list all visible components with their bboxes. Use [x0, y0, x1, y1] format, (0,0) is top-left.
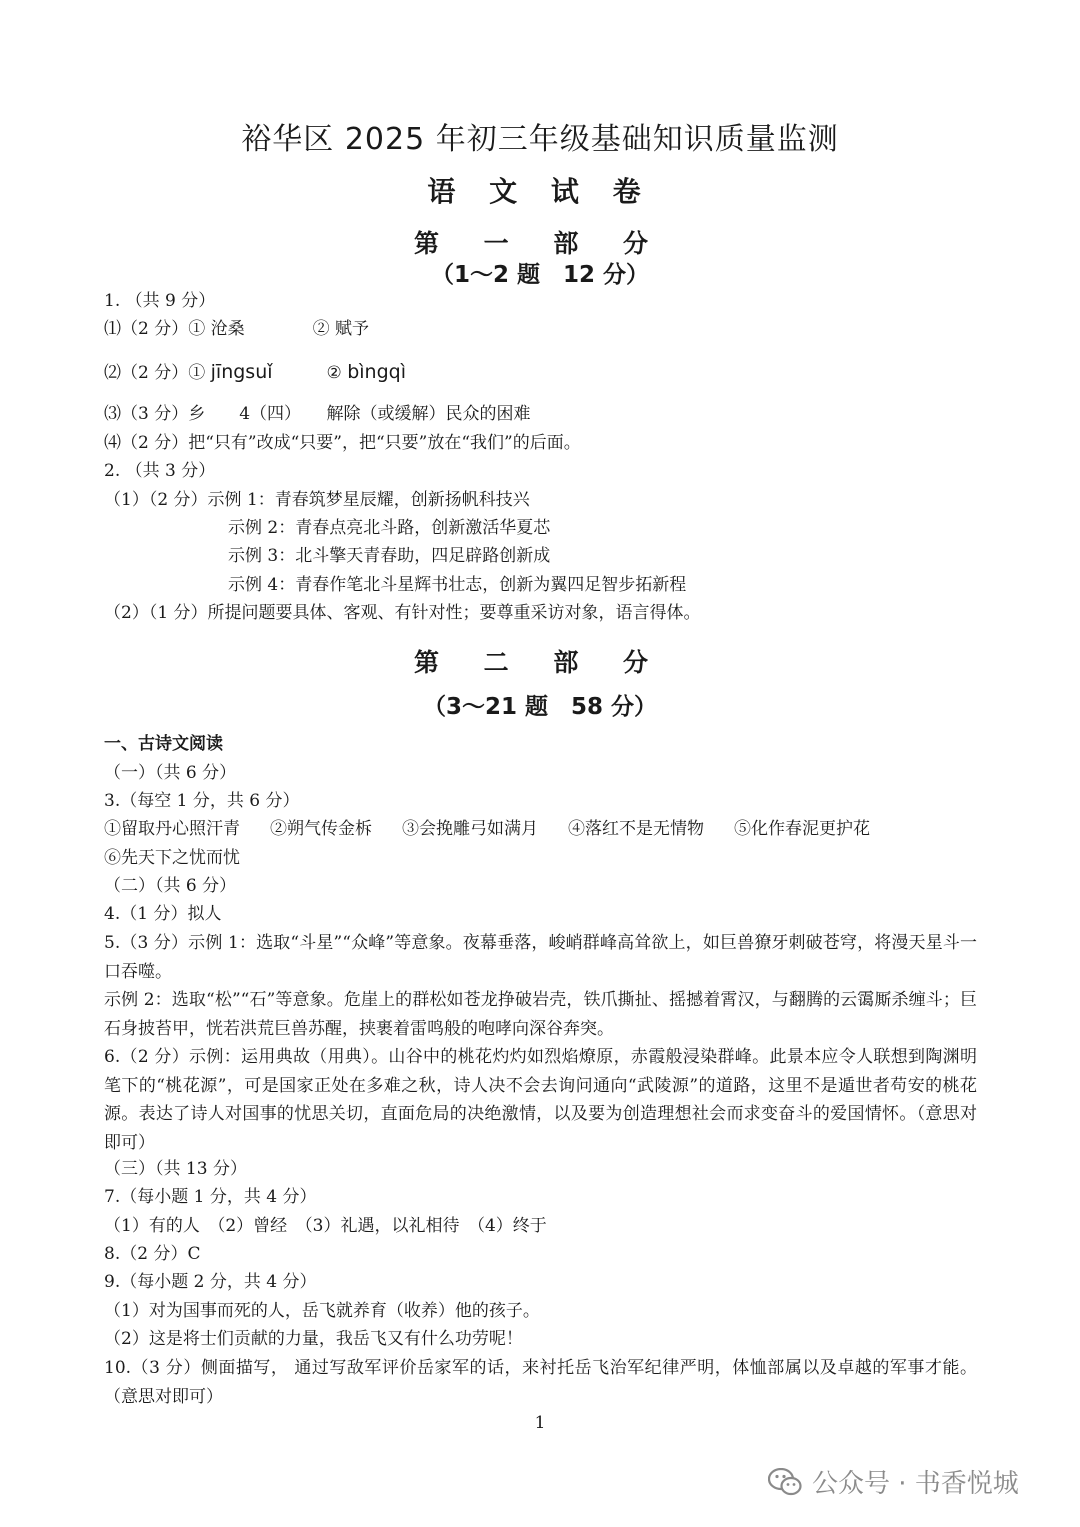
wechat-icon [768, 1468, 802, 1496]
q1-heading: 1. （共 9 分） [104, 291, 216, 311]
part2-heading: 第 二 部 分 [413, 648, 667, 677]
section1-title: 一、古诗文阅读 [104, 734, 223, 754]
q9-heading: 9.（每小题 2 分，共 4 分） [104, 1272, 317, 1292]
q2-1-example1: （1）（2 分）示例 1：青春筑梦星辰耀，创新扬帆科技兴 [104, 490, 530, 510]
q5-example2: 示例 2：选取“松”“石”等意象。危崖上的群松如苍龙挣破岩壳，铁爪撕扯、摇撼着霄汉，与翻腾的云霭厮杀缠斗；巨石身披苔甲，恍若洪荒巨兽苏醒，挟裹着雷鸣般的咆哮向深谷奔突。 [104, 990, 977, 1039]
q1-2-b: bìngqì [347, 361, 406, 383]
q1-1-answer [104, 317, 369, 341]
q9-1-answer: （1）对为国事而死的人，岳飞就养育（收养）他的孩子。 [104, 1301, 540, 1321]
q2-1-example4: 示例 4：青春作笔北斗星辉书壮志，创新为翼四足智步拓新程 [228, 575, 687, 595]
part1-heading: 第 一 部 分 [413, 229, 667, 258]
subsection1: （一）（共 6 分） [104, 763, 237, 783]
q3-answer3: ③会挽雕弓如满月 [402, 819, 538, 839]
watermark-text: 公众号 · 书香悦城 [812, 1469, 1019, 1499]
q7-heading: 7.（每小题 1 分，共 4 分） [104, 1187, 317, 1207]
part1-range: （1～2 题 12 分） [430, 262, 650, 288]
q1-3-answer: ⑶（3 分）乡 4（四） 解除（或缓解）民众的困难 [104, 404, 531, 424]
q2-1-example2: 示例 2：青春点亮北斗路，创新激活华夏芯 [228, 518, 551, 538]
q3-heading: 3.（每空 1 分，共 6 分） [104, 791, 300, 811]
q3-answer5: ⑤化作春泥更护花 [734, 819, 870, 839]
q2-1-example3: 示例 3：北斗擎天青春助，四足辟路创新成 [228, 546, 551, 566]
q4-answer: 4.（1 分）拟人 [104, 904, 222, 924]
q8-answer: 8.（2 分）C [104, 1244, 201, 1264]
q10-answer: 10.（3 分）侧面描写， 通过写敌军评价岳家军的话，来衬托岳飞治军纪律严明，体恤部属以及卓越的军事才能。（意思对即可） [104, 1358, 977, 1407]
page-number: 1 [534, 1413, 546, 1433]
q1-2-answer [104, 360, 406, 385]
subsection3: （三）（共 13 分） [104, 1159, 247, 1179]
part2-range: （3～21 题 58 分） [422, 694, 658, 720]
q3-answer4: ④落红不是无情物 [568, 819, 704, 839]
q1-1-b: ② 赋予 [312, 319, 370, 339]
q3-answers-row [104, 817, 870, 841]
q5-example1: 5.（3 分）示例 1：选取“斗星”“众峰”等意象。夜幕垂落，峻峭群峰高耸欲上，如巨兽獠牙刺破苍穹，将漫天星斗一口吞噬。 [104, 933, 977, 982]
q3-answer2: ②朔气传金柝 [270, 819, 372, 839]
subsection2: （二）（共 6 分） [104, 876, 237, 896]
q2-heading: 2. （共 3 分） [104, 461, 216, 481]
q9-2-answer: （2）这是将士们贡献的力量，我岳飞又有什么功劳呢！ [104, 1329, 523, 1349]
q1-2-label: ⑵（2 分）① [104, 363, 206, 383]
q7-answers: （1）有的人 （2）曾经 （3）礼遇，以礼相待 （4）终于 [104, 1216, 547, 1236]
q3-answer1: ①留取丹心照汗青 [104, 819, 240, 839]
subject-title: 语 文 试 卷 [427, 175, 653, 208]
q1-4-answer: ⑷（2 分）把“只有”改成“只要”，把“只要”放在“我们”的后面。 [104, 433, 581, 453]
q2-2-answer: （2）（1 分）所提问题要具体、客观、有针对性；要尊重采访对象，语言得体。 [104, 603, 701, 623]
q1-2-a: jīngsuǐ [210, 361, 273, 383]
watermark [768, 1463, 1019, 1500]
q1-2-b-label: ② [326, 363, 342, 383]
q1-1-label: ⑴（2 分）① 沧桑 [104, 319, 245, 339]
q6-answer: 6.（2 分）示例：运用典故（用典）。山谷中的桃花灼灼如烈焰燎原，赤霞般浸染群峰。此景本应令人联想到陶渊明笔下的“桃花源”，可是国家正处在多难之秋，诗人决不会去询问通向“武陵源”的道路，这里不是遁世者苟安的桃花源。表达了诗人对国事的忧思关切，直面危局的决绝激情，以及要为创造理想社会而求变奋斗的爱国情怀。（意思对即可） [104, 1047, 977, 1153]
q3-answer6: ⑥先天下之忧而忧 [104, 848, 240, 868]
exam-title: 裕华区 2025 年初三年级基础知识质量监测 [241, 122, 839, 157]
